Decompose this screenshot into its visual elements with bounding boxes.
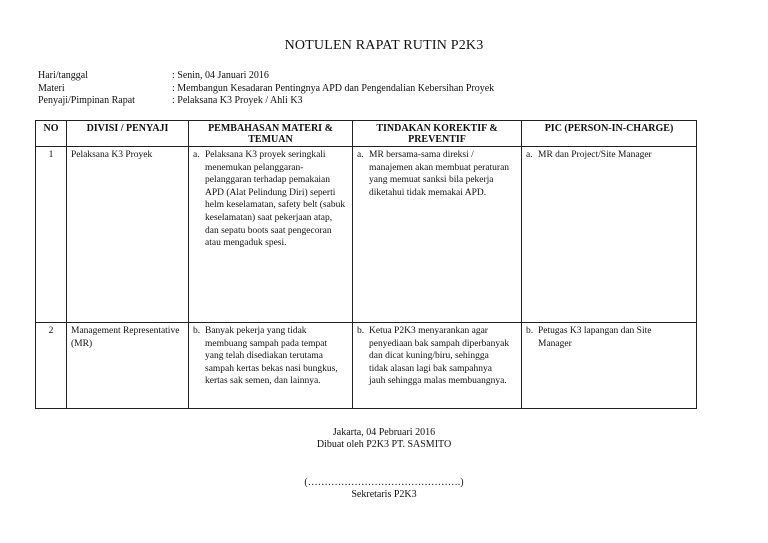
cell-no: 2 — [36, 323, 67, 409]
table-row — [36, 323, 697, 409]
cell-pic — [522, 147, 697, 323]
table-row — [36, 147, 697, 323]
cell-discussion — [189, 147, 353, 323]
meta-value: : Membangun Kesadaran Pentingnya APD dan Pengendalian Kebersihan Proyek — [172, 82, 495, 94]
item-marker: b. — [357, 326, 365, 336]
header-division: DIVISI / PENYAJI — [67, 121, 189, 147]
meta-row-date — [38, 70, 494, 83]
item-marker: a. — [357, 150, 364, 160]
item-marker: b. — [193, 326, 201, 336]
item-text: MR dan Project/Site Manager — [538, 150, 652, 160]
meta-label: Hari/tanggal — [38, 70, 88, 81]
meta-label: Penyaji/Pimpinan Rapat — [38, 95, 135, 106]
meta-row-topic — [38, 83, 494, 96]
header-pic: PIC (PERSON-IN-CHARGE) — [522, 121, 697, 147]
item-text: Banyak pekerja yang tidak membuang sampah pada tempat yang telah disediakan terutama sampah kertas bekas nasi bungkus, kertas sak semen, dan lainnya. — [205, 326, 338, 387]
cell-division: Management Representative (MR) — [67, 323, 189, 409]
meeting-info — [38, 70, 494, 108]
footer-block — [0, 427, 768, 451]
item-text: Pelaksana K3 proyek seringkali menemukan pelanggaran-pelanggaran terhadap pemakaian APD (Alat Pelindung Diri) seperti helm keselamatan, safety belt (sabuk keselamatan) saat pekerjaan atap, dan sepatu boots saat pengecoran atau mengaduk spesi. — [205, 150, 346, 249]
header-discussion: PEMBAHASAN MATERI & TEMUAN — [189, 121, 353, 147]
header-no: NO — [36, 121, 67, 147]
signature-role: Sekretaris P2K3 — [351, 489, 417, 500]
item-text: Ketua P2K3 menyarankan agar penyediaan bak sampah diperbanyak dan dicat kuning/biru, sehingga tidak alasan lagi bak sampahnya jauh sehingga malas membuangnya. — [369, 326, 510, 387]
cell-pic — [522, 323, 697, 409]
made-by: Dibuat oleh P2K3 PT. SASMITO — [316, 439, 452, 450]
header-action: TINDAKAN KOREKTIF & PREVENTIF — [353, 121, 522, 147]
item-marker: b. — [526, 326, 534, 336]
cell-action — [353, 147, 522, 323]
table-header-row — [36, 121, 697, 147]
meta-row-presenter — [38, 95, 494, 108]
meta-value: : Senin, 04 Januari 2016 — [172, 70, 269, 81]
item-marker: a. — [193, 150, 200, 160]
place-date: Jakarta, 04 Pebruari 2016 — [332, 427, 436, 438]
signature-line: (……………………………………….) — [304, 477, 464, 488]
cell-division: Pelaksana K3 Proyek — [67, 147, 189, 323]
item-text: Petugas K3 lapangan dan Site Manager — [538, 326, 652, 349]
cell-action — [353, 323, 522, 409]
document-title: NOTULEN RAPAT RUTIN P2K3 — [284, 38, 484, 53]
meta-label: Materi — [38, 82, 65, 94]
item-marker: a. — [526, 150, 533, 160]
item-text: MR bersama-sama direksi / manajemen akan membuat peraturan yang memuat sanksi bila pekerja diketahui tidak memakai APD. — [369, 150, 510, 198]
cell-discussion — [189, 323, 353, 409]
minutes-table — [35, 120, 697, 409]
cell-no: 1 — [36, 147, 67, 323]
meta-value: : Pelaksana K3 Proyek / Ahli K3 — [172, 95, 303, 106]
